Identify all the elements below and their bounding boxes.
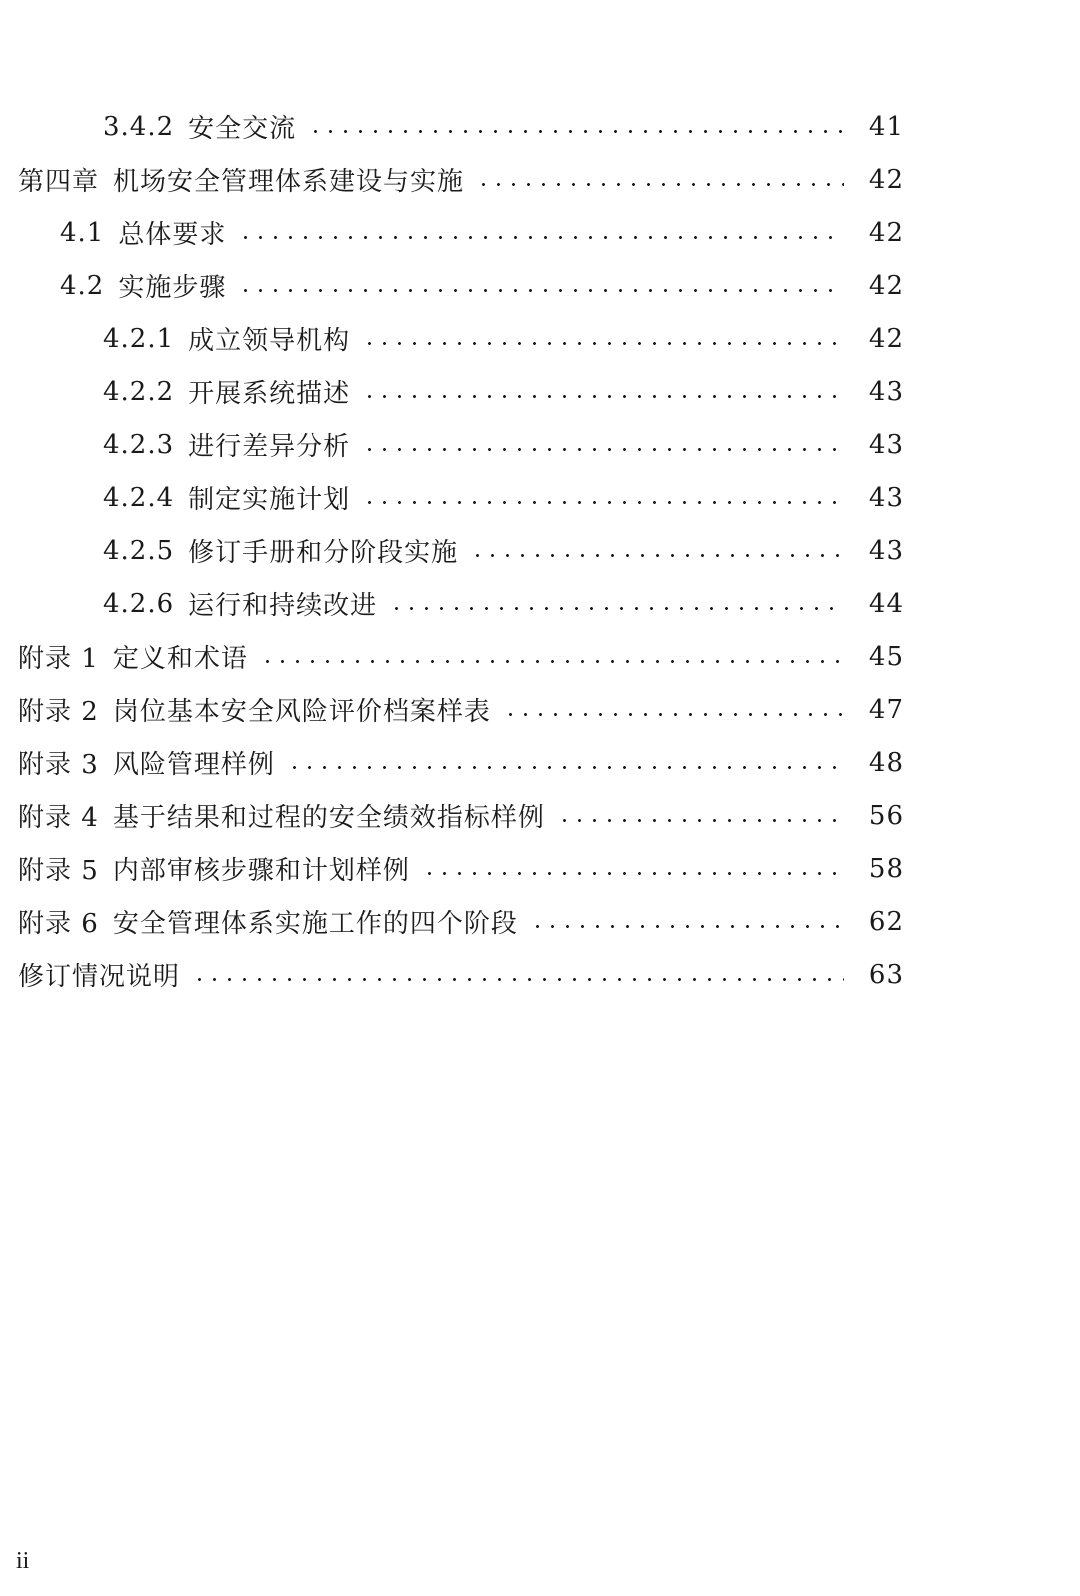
toc-entry-title: 内部审核步骤和计划样例 — [112, 856, 410, 886]
toc-entry-page: 42 — [868, 164, 904, 195]
toc-dot-leader — [503, 713, 844, 716]
toc-entry-number: 附录 1 — [18, 644, 99, 674]
toc-dot-leader — [557, 819, 844, 822]
toc-entry-page: 58 — [868, 853, 904, 884]
toc-entry-page: 43 — [868, 535, 904, 566]
toc-entry-number: 3.4.2 — [103, 111, 175, 142]
toc-entry-title: 定义和术语 — [112, 644, 248, 674]
toc-entry-appendix-1[interactable] — [0, 630, 1080, 683]
toc-entry-title: 开展系统描述 — [188, 379, 351, 409]
toc-entry-number: 附录 3 — [18, 750, 99, 780]
toc-entry-title: 进行差异分析 — [188, 432, 351, 462]
toc-entry-number: 附录 2 — [18, 697, 99, 727]
toc-entry-title: 基于结果和过程的安全绩效指标样例 — [112, 803, 545, 833]
toc-entry-4-2-3[interactable] — [0, 418, 1080, 471]
toc-entry-title: 制定实施计划 — [188, 485, 351, 515]
toc-entry-4-2[interactable] — [0, 259, 1080, 312]
toc-entry-title: 修订情况说明 — [18, 962, 181, 992]
toc-entry-title: 成立领导机构 — [188, 326, 351, 356]
toc-entry-title: 安全交流 — [188, 114, 297, 144]
toc-entry-page: 47 — [868, 694, 904, 725]
toc-entry-title: 风险管理样例 — [112, 750, 275, 780]
toc-entry-title: 运行和持续改进 — [188, 591, 378, 621]
toc-entry-title: 岗位基本安全风险评价档案样表 — [112, 697, 491, 727]
toc-dot-leader — [362, 501, 844, 504]
toc-dot-leader — [422, 872, 844, 875]
toc-entry-page: 42 — [868, 323, 904, 354]
toc-entry-number: 附录 6 — [18, 909, 99, 939]
toc-entry-title: 机场安全管理体系建设与实施 — [113, 167, 465, 197]
toc-entry-title: 实施步骤 — [118, 273, 227, 303]
toc-entry-number: 4.2 — [60, 270, 105, 301]
toc-entry-page: 62 — [868, 906, 904, 937]
toc-entry-number: 4.2.1 — [103, 323, 175, 354]
toc-entry-appendix-3[interactable] — [0, 736, 1080, 789]
toc-entry-number: 附录 4 — [18, 803, 99, 833]
toc-entry-4-1[interactable] — [0, 206, 1080, 259]
toc-entry-revision-notes[interactable] — [0, 948, 1080, 1001]
toc-entry-3-4-2[interactable] — [0, 100, 1080, 153]
toc-entry-number: 4.2.3 — [103, 429, 175, 460]
toc-entry-number: 4.2.6 — [103, 588, 175, 619]
toc-entry-page: 63 — [868, 959, 904, 990]
toc-dot-leader — [389, 607, 844, 610]
toc-entry-number: 第四章 — [18, 167, 100, 197]
toc-dot-leader — [238, 236, 844, 239]
toc-entry-page: 48 — [868, 747, 904, 778]
toc-entry-4-2-6[interactable] — [0, 577, 1080, 630]
toc-entry-page: 45 — [868, 641, 904, 672]
toc-entry-4-2-2[interactable] — [0, 365, 1080, 418]
toc-entry-number: 4.2.4 — [103, 482, 175, 513]
toc-entry-4-2-1[interactable] — [0, 312, 1080, 365]
toc-entry-number: 4.1 — [60, 217, 105, 248]
toc-entry-title: 总体要求 — [118, 220, 227, 250]
toc-entry-page: 42 — [868, 270, 904, 301]
toc-entry-page: 56 — [868, 800, 904, 831]
toc-entry-number: 附录 5 — [18, 856, 99, 886]
toc-entry-page: 42 — [868, 217, 904, 248]
toc-entry-page: 43 — [868, 482, 904, 513]
toc-entry-page: 41 — [868, 111, 904, 142]
toc-dot-leader — [362, 448, 844, 451]
toc-dot-leader — [192, 978, 844, 981]
toc-entry-appendix-2[interactable] — [0, 683, 1080, 736]
toc-entry-page: 43 — [868, 429, 904, 460]
toc-entry-number: 4.2.5 — [103, 535, 175, 566]
toc-entry-page: 44 — [868, 588, 904, 619]
toc-entry-4-2-4[interactable] — [0, 471, 1080, 524]
page-number: ii — [16, 1548, 30, 1574]
toc-dot-leader — [260, 660, 844, 663]
toc-entry-title: 安全管理体系实施工作的四个阶段 — [112, 909, 518, 939]
table-of-contents — [0, 100, 1080, 1001]
toc-entry-appendix-5[interactable] — [0, 842, 1080, 895]
toc-entry-chapter-4[interactable] — [0, 153, 1080, 206]
toc-entry-title: 修订手册和分阶段实施 — [188, 538, 459, 568]
toc-entry-number: 4.2.2 — [103, 376, 175, 407]
toc-dot-leader — [238, 289, 844, 292]
toc-entry-4-2-5[interactable] — [0, 524, 1080, 577]
toc-entry-appendix-4[interactable] — [0, 789, 1080, 842]
toc-dot-leader — [476, 183, 844, 186]
toc-dot-leader — [470, 554, 844, 557]
toc-dot-leader — [362, 395, 844, 398]
toc-entry-page: 43 — [868, 376, 904, 407]
toc-entry-appendix-6[interactable] — [0, 895, 1080, 948]
toc-dot-leader — [308, 130, 844, 133]
toc-dot-leader — [530, 925, 844, 928]
toc-dot-leader — [287, 766, 844, 769]
toc-dot-leader — [362, 342, 844, 345]
